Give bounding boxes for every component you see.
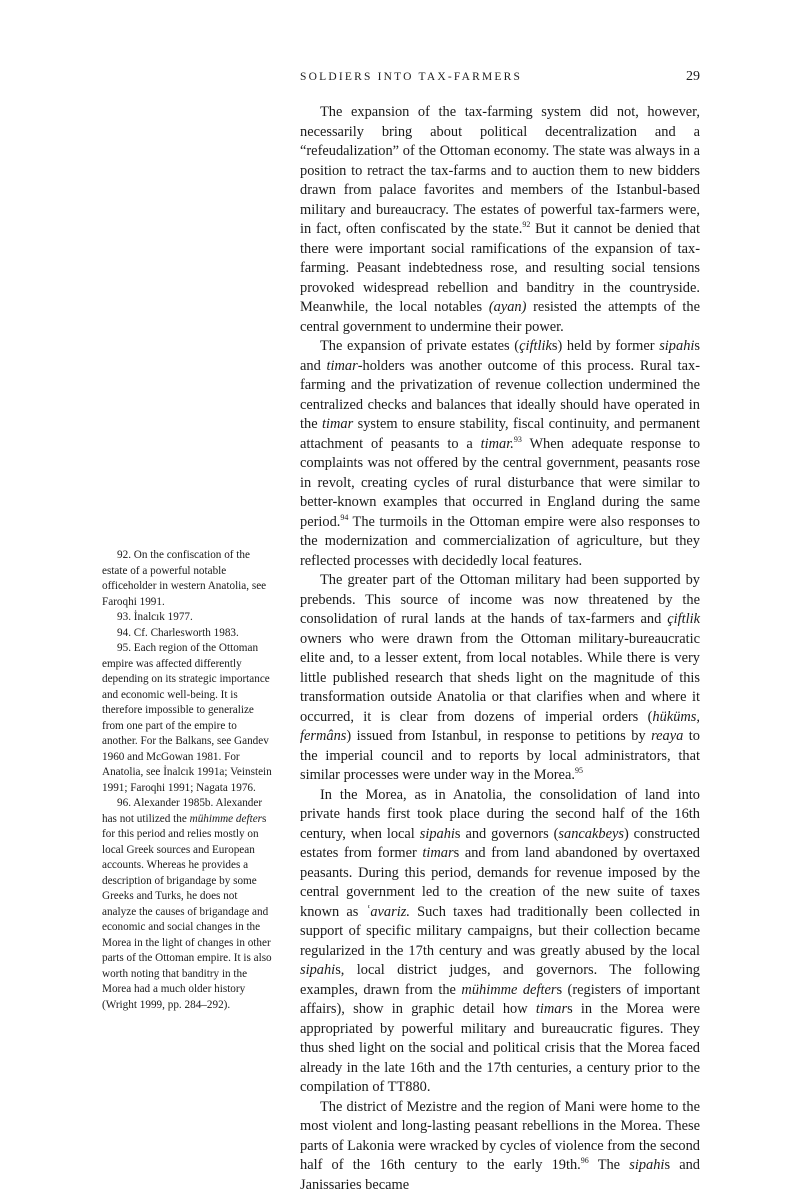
text: 96. Alexander 1985b. Alexander has not utilized the <box>102 797 262 825</box>
paragraph-3 <box>300 571 700 786</box>
footnote-94: 94. Cf. Charlesworth 1983. <box>102 626 274 642</box>
italic-term: reaya <box>651 728 683 744</box>
text: The expansion of the tax-farming system did not, however, necessarily bring about political decentralization and a “refeudalization” of the Ottoman economy. The state was always in a position to retract the tax-farms and to auction them to new bidders drawn from palace favorites and members of the Istanbul-based military and bureaucracy. The estates of powerful tax-farmers were, in fact, often confiscated by the state. <box>300 104 700 237</box>
text: The district of Mezistre and the region of Mani were home to the most violent and long-lasting peasant rebellions in the Morea. These parts of Lakonia were wracked by cycles of violence from the second half of the 16th century to the early 19th. <box>300 1099 700 1174</box>
italic-term: ʿavariz. <box>366 904 410 920</box>
italic-term: sipahi <box>420 826 455 842</box>
italic-term: mühimme defter <box>190 813 262 825</box>
italic-term: timar <box>327 358 358 374</box>
italic-term: timar <box>422 845 453 861</box>
text: The greater part of the Ottoman military had been supported by prebends. This source of income was now threatened by the consolidation of rural lands at the hands of tax-farmers and <box>300 572 700 627</box>
footnote-92: 92. On the confiscation of the estate of a powerful notable officeholder in western Anatolia, see Faroqhi 1991. <box>102 548 274 610</box>
footnote-ref-95: 95 <box>575 766 583 775</box>
paragraph-4 <box>300 786 700 1098</box>
text: The turmoils in the Ottoman empire were also responses to the modernization and commercialization of agriculture, but they reflected processes with decidedly local features. <box>300 514 700 569</box>
text: s and <box>300 338 700 374</box>
text: s and governors ( <box>455 826 559 842</box>
text: -holders was another outcome of this process. Rural tax-farming and the privatization of revenue collection undermined the centralized checks and balances that ideally should have operated in the <box>300 358 700 433</box>
text: When adequate response to complaints was not offered by the central government, peasants rose in revolt, creating cycles of rural disturbance that were similar to better-known examples that occurred in England during the same period. <box>300 436 700 530</box>
paragraph-2 <box>300 337 700 571</box>
italic-term: sipahi <box>300 962 335 978</box>
italic-term: sipahi <box>659 338 694 354</box>
italic-term: (ayan) <box>489 299 527 315</box>
italic-term: timar. <box>481 436 514 452</box>
text: ) issued from Istanbul, in response to petitions by <box>346 728 651 744</box>
main-text <box>300 103 700 1195</box>
footnote-ref-96: 96 <box>581 1156 589 1165</box>
italic-term: timar <box>536 1001 567 1017</box>
text: ) constructed estates from former <box>300 826 700 862</box>
text: s and from land abandoned by overtaxed peasants. During this period, demands for revenue imposed by the central government led to the creation of the new suite of taxes known as <box>300 845 700 920</box>
text: Such taxes had traditionally been collected in support of specific military campaigns, but their collection became regularized in the 17th century and was greatly abused by the local <box>300 904 700 959</box>
paragraph-5 <box>300 1098 700 1195</box>
text: owners who were drawn from the Ottoman military-bureaucratic elite and, to a lesser extent, from local notables. While there is very little published research that sheds light on the magnitude of this transformation outside Anatolia or that clarifies when and where it occurred, it is clear from dozens of imperial orders ( <box>300 631 700 725</box>
italic-term: sipahi <box>629 1157 664 1173</box>
text: s, local district judges, and governors. The following examples, drawn from the <box>300 962 700 998</box>
text: system to ensure stability, fiscal continuity, and permanent attachment of peasants to a <box>300 416 700 452</box>
italic-term: timar <box>322 416 353 432</box>
text: But it cannot be denied that there were important social ramifications of the expansion of tax-farming. Peasant indebtedness rose, and resulting social tensions provoked widespread rebellion and banditry in the countryside. Meanwhile, the local notables <box>300 221 700 315</box>
text: The expansion of private estates ( <box>320 338 519 354</box>
running-header <box>300 71 700 91</box>
text: s for this period and relies mostly on local Greek sources and European accounts. Whereas he provides a description of brigandage by some Greeks and Turks, he does not analyze the causes of brigandage and economic and social changes in the Morea in the light of changes in other parts of the Ottoman empire. It is also worth noting that banditry in the Morea had a much older history (Wright 1999, pp. 284–292). <box>102 813 272 1011</box>
italic-term: mühimme defter <box>461 982 556 998</box>
paragraph-1 <box>300 103 700 337</box>
text: s and Janissaries became <box>300 1157 700 1193</box>
footnote-ref-92: 92 <box>522 220 530 229</box>
page-number: 29 <box>686 69 700 85</box>
text: to the imperial council and to reports by local administrators, that similar processes were under way in the Morea. <box>300 728 700 783</box>
footnotes <box>102 548 274 1013</box>
text: resisted the attempts of the central government to undermine their power. <box>300 299 700 335</box>
footnote-ref-94: 94 <box>340 513 348 522</box>
footnote-93: 93. İnalcık 1977. <box>102 610 274 626</box>
text: s) held by former <box>552 338 659 354</box>
italic-term: hüküms, fermâns <box>300 709 700 745</box>
italic-term: sancakbeys <box>558 826 624 842</box>
text: s in the Morea were appropriated by powerful military and bureaucratic figures. They thus shed light on the social and political crisis that the Morea faced already in the late 16th and the 17th centuries, a century prior to the compilation of TT880. <box>300 1001 700 1095</box>
footnote-96 <box>102 796 274 1013</box>
text: s (registers of important affairs), show in graphic detail how <box>300 982 700 1018</box>
running-title: SOLDIERS INTO TAX-FARMERS <box>300 71 522 83</box>
footnote-ref-93: 93 <box>514 435 522 444</box>
text: In the Morea, as in Anatolia, the consolidation of land into private hands first took place during the second half of the 16th century, when local <box>300 787 700 842</box>
footnote-95: 95. Each region of the Ottoman empire was affected differently depending on its strategic importance and economic well-being. It is therefore impossible to generalize from one part of the empire to another. For the Balkans, see Gandev 1960 and McGowan 1981. For Anatolia, see İnalcık 1991a; Veinstein 1991; Faroqhi 1991; Nagata 1976. <box>102 641 274 796</box>
italic-term: çiftlik <box>667 611 700 627</box>
text: The <box>589 1157 629 1173</box>
italic-term: çiftlik <box>519 338 552 354</box>
